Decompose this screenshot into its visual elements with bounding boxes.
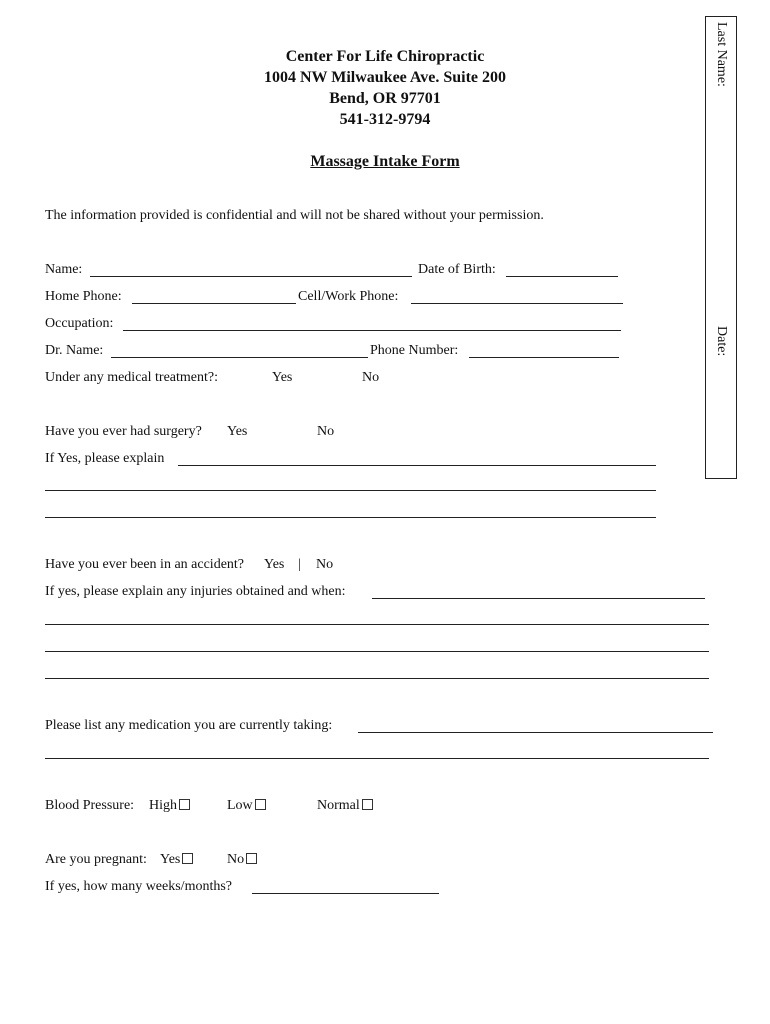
accident-no[interactable]: No [316,557,334,572]
pregnant-yes-checkbox[interactable] [182,853,193,864]
accident-yes[interactable]: Yes [264,557,285,572]
medication-field[interactable] [358,732,713,733]
pregnant-weeks-field[interactable] [252,893,439,894]
confidentiality-note: The information provided is confidential and will not be shared without your permission. [45,208,544,223]
pregnant-yes-label: Yes [160,852,181,867]
clinic-phone: 541-312-9794 [339,111,431,128]
medication-question: Please list any medication you are currently taking: [45,718,333,733]
date-label: Date: [714,326,729,357]
phone-number-label: Phone Number: [370,343,459,358]
surgery-explain-field[interactable] [178,465,656,466]
surgery-yes[interactable]: Yes [227,424,248,439]
surgery-explain-line-2[interactable] [45,490,656,491]
bp-low-option[interactable] [227,798,266,814]
dr-name-field[interactable] [111,357,368,358]
bp-normal-checkbox[interactable] [362,799,373,810]
pregnant-no-checkbox[interactable] [246,853,257,864]
accident-question: Have you ever been in an accident? [45,557,245,572]
pregnant-no-label: No [227,852,245,867]
blood-pressure-label: Blood Pressure: [45,798,135,813]
surgery-question: Have you ever had surgery? [45,424,202,439]
medication-line-2[interactable] [45,758,709,759]
medical-treatment-question: Under any medical treatment?: [45,370,218,385]
form-title: Massage Intake Form [310,153,460,170]
dob-label: Date of Birth: [418,262,496,277]
bp-normal-label: Normal [317,798,360,813]
surgery-explain-line-3[interactable] [45,517,656,518]
accident-checkbox-mark: | [298,557,301,572]
bp-high-label: High [149,798,177,813]
accident-explain-field[interactable] [372,598,705,599]
clinic-address-line1: 1004 NW Milwaukee Ave. Suite 200 [263,69,507,86]
cell-phone-label: Cell/Work Phone: [298,289,399,304]
medical-treatment-yes[interactable]: Yes [272,370,293,385]
home-phone-label: Home Phone: [45,289,122,304]
name-field[interactable] [90,276,412,277]
pregnant-weeks-label: If yes, how many weeks/months? [45,879,233,894]
accident-explain-line-3[interactable] [45,651,709,652]
medical-treatment-no[interactable]: No [362,370,380,385]
bp-low-checkbox[interactable] [255,799,266,810]
dob-field[interactable] [506,276,618,277]
bp-high-option[interactable] [149,798,190,814]
last-name-label: Last Name: [714,22,729,87]
occupation-field[interactable] [123,330,621,331]
clinic-address-line2: Bend, OR 97701 [329,90,441,107]
name-label: Name: [45,262,83,277]
accident-explain-line-2[interactable] [45,624,709,625]
phone-number-field[interactable] [469,357,619,358]
cell-phone-field[interactable] [411,303,623,304]
bp-high-checkbox[interactable] [179,799,190,810]
bp-low-label: Low [227,798,253,813]
home-phone-field[interactable] [132,303,296,304]
bp-normal-option[interactable] [317,798,373,814]
pregnant-yes-option[interactable] [160,852,193,868]
occupation-label: Occupation: [45,316,114,331]
pregnant-no-option[interactable] [227,852,257,868]
accident-explain-line-4[interactable] [45,678,709,679]
pregnant-question: Are you pregnant: [45,852,147,867]
dr-name-label: Dr. Name: [45,343,104,358]
clinic-name: Center For Life Chiropractic [285,48,485,65]
surgery-explain-label: If Yes, please explain [45,451,165,466]
surgery-no[interactable]: No [317,424,335,439]
accident-explain-label: If yes, please explain any injuries obtained and when: [45,584,346,599]
